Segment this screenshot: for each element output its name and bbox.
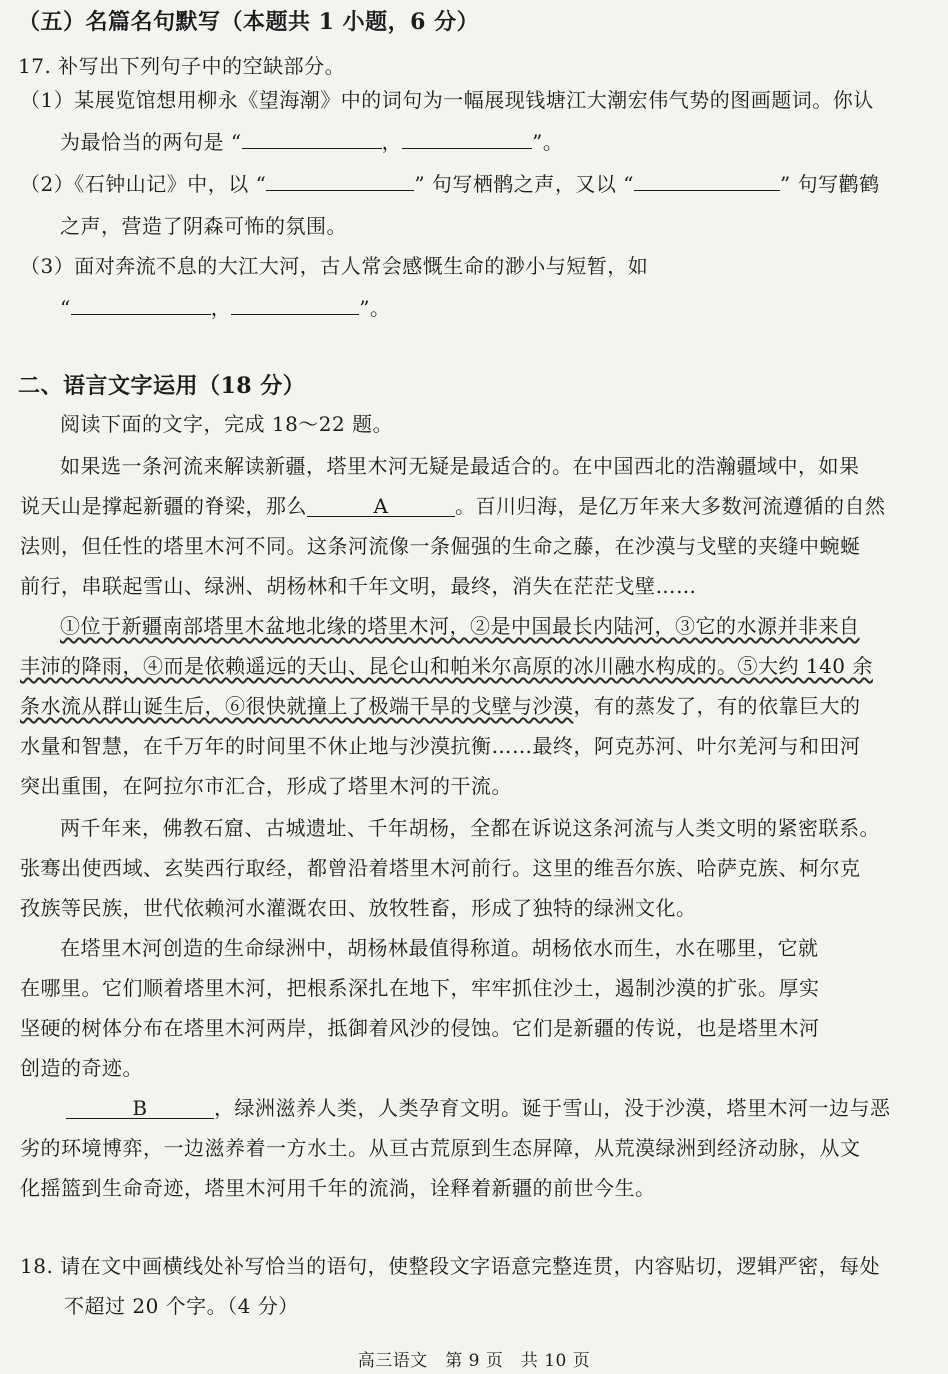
passage-line: 张骞出使西域、玄奘西行取经，都曾沿着塔里木河前行。这里的维吾尔族、哈萨克族、柯尔克: [20, 856, 861, 880]
q18-line2: 不超过 20 个字。（4 分）: [64, 1294, 299, 1318]
passage-line: 创造的奇迹。: [20, 1056, 143, 1080]
passage-line: 如果选一条河流来解读新疆，塔里木河无疑是最适合的。在中国西北的浩瀚疆域中，如果: [60, 454, 860, 478]
answer-blank[interactable]: [634, 170, 780, 191]
blank-a[interactable]: A: [307, 496, 455, 517]
q17-part2-c: ” 句写鹳鹤: [779, 172, 880, 196]
q17-part1-line2: [60, 128, 563, 156]
q17-part3-line2: [60, 294, 390, 322]
q17-part3-sep: ，: [210, 296, 232, 320]
q17-part1-end: ”。: [532, 130, 564, 154]
passage-line: [20, 692, 861, 720]
answer-blank[interactable]: [242, 128, 382, 149]
passage-line: 孜族等民族，世代依赖河水灌溉农田、放牧牲畜，形成了独特的绿洲文化。: [20, 896, 697, 920]
passage-line: 劣的环境博弈，一边滋养着一方水土。从亘古荒原到生态屏障，从荒漠绿洲到经济动脉，从文: [20, 1136, 861, 1160]
passage-text: ，绿洲滋养人类，人类孕育文明。诞于雪山，没于沙漠，塔里木河一边与恶: [214, 1096, 891, 1120]
q17-part3-end: ”。: [359, 296, 391, 320]
answer-blank[interactable]: [402, 128, 532, 149]
blank-b[interactable]: B: [66, 1098, 214, 1119]
passage-line: 在塔里木河创造的生命绿洲中，胡杨林最值得称道。胡杨依水而生，水在哪里，它就: [60, 936, 819, 960]
underlined-passage-segment: 条水流从群山诞生后，⑥很快就撞上了极端干旱的戈壁与沙漠: [20, 694, 574, 718]
underlined-passage-line: 丰沛的降雨，④而是依赖遥远的天山、昆仑山和帕米尔高原的冰川融水构成的。⑤大约 140 余: [20, 654, 873, 678]
passage-line: [20, 492, 886, 520]
passage-line: 坚硬的树体分布在塔里木河两岸，抵御着风沙的侵蚀。它们是新疆的传说，也是塔里木河: [20, 1016, 820, 1040]
passage-line: 化摇篮到生命奇迹，塔里木河用千年的流淌，诠释着新疆的前世今生。: [20, 1176, 656, 1200]
section2-instruction: 阅读下面的文字，完成 18～22 题。: [60, 412, 394, 436]
page-footer: 高三语文 第 9 页 共 10 页: [357, 1351, 591, 1371]
q17-part2-line1: [20, 170, 880, 198]
q17-part2-line2: 之声，营造了阴森可怖的氛围。: [60, 214, 347, 238]
answer-blank[interactable]: [71, 294, 211, 315]
passage-line: 突出重围，在阿拉尔市汇合，形成了塔里木河的干流。: [20, 774, 512, 798]
section5-heading: （五）名篇名句默写（本题共 1 小题，6 分）: [18, 9, 480, 35]
passage-line: 两千年来，佛教石窟、古城遗址、千年胡杨，全都在诉说这条河流与人类文明的紧密联系。: [60, 816, 880, 840]
answer-blank[interactable]: [266, 170, 414, 191]
passage-text: 。百川归海，是亿万年来大多数河流遵循的自然: [455, 494, 886, 518]
q17-part1-line1: （1）某展览馆想用柳永《望海潮》中的词句为一幅展现钱塘江大潮宏伟气势的图画题词。你认: [20, 88, 874, 112]
passage-line: 在哪里。它们顺着塔里木河，把根系深扎在地下，牢牢抓住沙土，遏制沙漠的扩张。厚实: [20, 976, 820, 1000]
section2-heading: 二、语言文字运用（18 分）: [18, 373, 306, 399]
passage-line: 法则，但任性的塔里木河不同。这条河流像一条倔强的生命之藤，在沙漠与戈壁的夹缝中蜿蜒: [20, 534, 861, 558]
passage-line: [66, 1094, 891, 1122]
passage-line: 前行，串联起雪山、绿洲、胡杨林和千年文明，最终，消失在茫茫戈壁……: [20, 574, 697, 598]
passage-text: ，有的蒸发了，有的依靠巨大的: [573, 694, 861, 718]
q18-line1: 18. 请在文中画横线处补写恰当的语句，使整段文字语意完整连贯，内容贴切，逻辑严密，每处: [20, 1254, 881, 1278]
answer-blank[interactable]: [231, 294, 359, 315]
underlined-passage-line: ①位于新疆南部塔里木盆地北缘的塔里木河，②是中国最长内陆河，③它的水源并非来自: [60, 614, 860, 638]
q17-part2-b: ” 句写栖鹘之声，又以 “: [414, 172, 634, 196]
passage-text: 说天山是撑起新疆的脊梁，那么: [20, 494, 307, 518]
q17-part1-sep: ，: [381, 130, 403, 154]
q17-part3-a: “: [60, 296, 71, 320]
q17-stem: 17. 补写出下列句子中的空缺部分。: [18, 54, 346, 78]
q17-part2-a: （2）《石钟山记》中，以 “: [20, 172, 267, 196]
q17-part1-prefix: 为最恰当的两句是 “: [60, 130, 242, 154]
passage-line: 水量和智慧，在千万年的时间里不休止地与沙漠抗衡……最终，阿克苏河、叶尔羌河与和田河: [20, 734, 861, 758]
q17-part3-line1: （3）面对奔流不息的大江大河，古人常会感慨生命的渺小与短暂，如: [20, 254, 649, 278]
